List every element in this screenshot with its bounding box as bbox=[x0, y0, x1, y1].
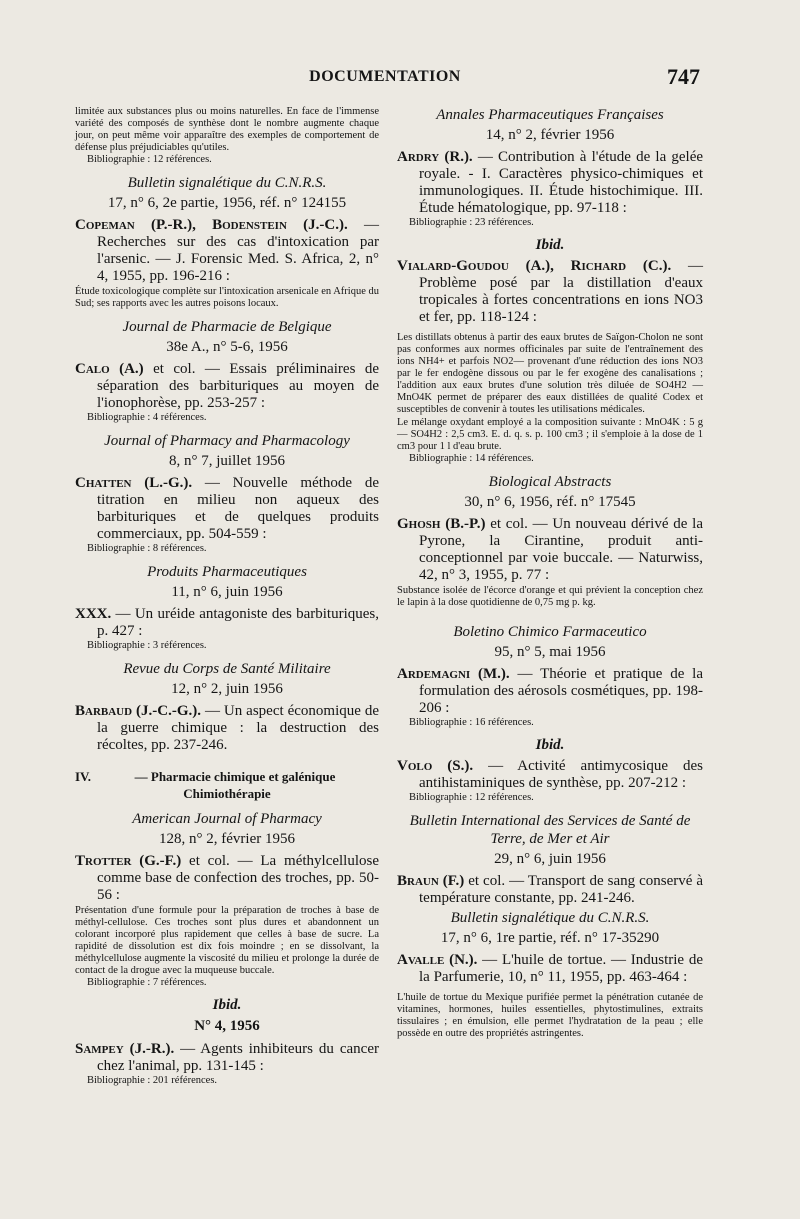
issue-number: N° 4, 1956 bbox=[194, 1018, 260, 1034]
ibid-heading: Ibid. bbox=[535, 737, 565, 753]
section-number: IV. bbox=[75, 769, 92, 784]
citation-text: — Un uréide antagoniste des barbituriques, p. 427 : bbox=[97, 606, 380, 639]
citation-text: et col. — Transport de sang conservé à température constante, pp. 241-246. bbox=[419, 873, 704, 906]
journal-title: Bulletin International des Services de Santé de Terre, de Mer et Air bbox=[409, 813, 691, 847]
citation-author: Vialard-Goudou (A.), Richard (C.). bbox=[397, 258, 672, 274]
page-header bbox=[70, 64, 700, 90]
citation-entry bbox=[397, 516, 703, 584]
citation-author: Ardemagni (M.). bbox=[397, 666, 510, 682]
journal-issue: 17, n° 6, 2e partie, 1956, réf. n° 124155 bbox=[107, 195, 347, 211]
citation-abstract: Substance isolée de l'écorce d'orange et qui prévient la conception chez le lapin à la dose quotidienne de 0,75 mg p. kg. bbox=[397, 585, 703, 608]
citation-author: Braun (F.) bbox=[397, 873, 465, 889]
bibliography-note: Bibliographie : 7 références. bbox=[87, 977, 207, 988]
citation-text: — L'huile de tortue. — Industrie de la Parfumerie, 10, n° 11, 1955, pp. 463-464 : bbox=[419, 952, 703, 985]
section-heading bbox=[75, 768, 379, 802]
citation-abstract: Présentation d'une formule pour la préparation de troches à base de méthyl-cellulose. Ces troches sont plus dures et abandonnent un colorant incorporé plus rapidement que celles à base de sucre. La rapidité de dissolution est dix fois moindre ; en se dissolvant, la méthylcellulose augmente la viscosité du milieu et prolonge la durée de contact de la drogue avec la muqueuse buccale. bbox=[75, 905, 379, 976]
citation-text: et col. — La méthylcellulose comme base de confection des troches, pp. 50-56 : bbox=[97, 853, 380, 903]
citation-author: Volo (S.). bbox=[397, 758, 474, 774]
journal-title: Biological Abstracts bbox=[488, 474, 612, 490]
journal-issue: 38e A., n° 5-6, 1956 bbox=[166, 339, 288, 355]
citation-text: — Contribution à l'étude de la gelée royale. - I. Caractères physico-chimiques et immunologiques. II. Étude histochimique. III. Étude hématologique, pp. 97-118 : bbox=[419, 149, 704, 216]
journal-issue: 14, n° 2, février 1956 bbox=[485, 127, 615, 143]
continuation-abstract: limitée aux substances plus ou moins naturelles. En face de l'immense variété des composés de synthèse dont le nombre augmente chaque jour, on peut même voir apparaître des exemples de comportement de défense plus préjudiciables qu'utiles. bbox=[75, 106, 379, 153]
citation-text: et col. — Essais préliminaires de séparation des barbituriques au moyen de l'ionophorèse, pp. 253-257 : bbox=[97, 361, 379, 411]
citation-entry bbox=[75, 606, 379, 640]
citation-entry bbox=[75, 853, 379, 904]
citation-text: — Activité antimycosique des antihistaminiques de synthèse, pp. 207-212 : bbox=[419, 758, 704, 791]
citation-author: Ghosh (B.-P.) bbox=[397, 516, 486, 532]
journal-title: Bulletin signalétique du C.N.R.S. bbox=[127, 175, 327, 191]
journal-title: Produits Pharmaceutiques bbox=[147, 564, 307, 580]
citation-entry bbox=[75, 217, 379, 285]
citation-text: — Nouvelle méthode de titration en milieu non aqueux des barbituriques et de quelques produits commerciaux, pp. 504-559 : bbox=[97, 475, 380, 542]
citation-text: — Un aspect économique de la guerre chimique : la destruction des récoltes, pp. 237-246. bbox=[97, 703, 380, 753]
left-column bbox=[75, 106, 379, 1093]
journal-issue: 8, n° 7, juillet 1956 bbox=[169, 453, 285, 469]
citation-entry bbox=[397, 952, 703, 986]
citation-entry bbox=[397, 149, 703, 217]
citation-abstract: Étude toxicologique complète sur l'intoxication arsenicale en Afrique du Sud; ses rapports avec les autres poisons locaux. bbox=[75, 286, 379, 309]
citation-author: Trotter (G.-F.) bbox=[75, 853, 182, 869]
bibliography-note: Bibliographie : 201 références. bbox=[87, 1075, 218, 1086]
citation-abstract: Le mélange oxydant employé a la composition suivante : MnO4K : 5 g — SO4H2 : 2,5 cm3. E. d. q. s. p. 100 cm3 ; il s'emploie à la dose de 1 cm3 pour 1 l d'eau brute. bbox=[397, 417, 703, 452]
citation-author: Calo (A.) bbox=[75, 361, 144, 377]
citation-entry bbox=[75, 361, 379, 412]
citation-author: Barbaud (J.-C.-G.). bbox=[75, 703, 201, 719]
journal-issue: 11, n° 6, juin 1956 bbox=[171, 584, 283, 600]
right-column bbox=[397, 106, 703, 1040]
citation-text: — Problème posé par la distillation d'eaux tropicales à fortes concentrations en ions NO3 et fer, pp. 118-124 : bbox=[419, 258, 703, 325]
citation-entry bbox=[75, 703, 379, 754]
journal-issue: 95, n° 5, mai 1956 bbox=[494, 644, 606, 660]
bibliography-note: Bibliographie : 12 références. bbox=[409, 792, 534, 803]
bibliography-note: Bibliographie : 14 références. bbox=[409, 453, 534, 464]
citation-entry bbox=[397, 258, 703, 326]
bibliography-note: Bibliographie : 4 références. bbox=[87, 412, 207, 423]
citation-entry bbox=[397, 666, 703, 717]
bibliography-note: Bibliographie : 23 références. bbox=[409, 217, 534, 228]
bibliography-note: Bibliographie : 3 références. bbox=[87, 640, 207, 651]
citation-entry bbox=[75, 1041, 379, 1075]
citation-author: Chatten (L.-G.). bbox=[75, 475, 193, 491]
citation-text: — Recherches sur des cas d'intoxication par l'arsenic. — J. Forensic Med. S. Africa, 2, n° 4, 1955, pp. 196-216 : bbox=[97, 217, 379, 284]
section-title: — Pharmacie chimique et galénique bbox=[134, 769, 336, 784]
citation-author: Sampey (J.-R.). bbox=[75, 1041, 175, 1057]
bibliography-note: Bibliographie : 8 références. bbox=[87, 543, 207, 554]
citation-abstract: Les distillats obtenus à partir des eaux brutes de Saïgon-Cholon ne sont pas conformes aux normes officinales par suite de l'entraînement des ions NH4+ et parfois NO2— provenant d'une réduction des ions NO3 par le fer endogène dissous ou par le fer exogène des canalisations ; l'addition aux eaux brutes d'une solution très diluée de SO4H2 — MnO4K permet de préparer des eaux distillées de qualité Codex et susceptibles de convenir à toutes les utilisations médicales. bbox=[397, 332, 703, 415]
citation-entry bbox=[397, 758, 703, 792]
citation-entry bbox=[75, 475, 379, 543]
journal-title: Boletino Chimico Farmaceutico bbox=[453, 624, 647, 640]
citation-text: — Théorie et pratique de la formulation des aérosols cosmétiques, pp. 198-206 : bbox=[419, 666, 704, 716]
citation-author: Avalle (N.). bbox=[397, 952, 478, 968]
journal-title: Journal de Pharmacie de Belgique bbox=[122, 319, 332, 335]
running-title: DOCUMENTATION bbox=[309, 68, 461, 85]
journal-title: Bulletin signalétique du C.N.R.S. bbox=[450, 910, 650, 926]
citation-entry bbox=[397, 873, 703, 907]
citation-abstract: L'huile de tortue du Mexique purifiée permet la pénétration cutanée de vitamines, hormones, huiles essentielles, phytostimulines, extraits tissulaires ; en émulsion, elle permet l'hydratation de la peau ; elle possède en outre des propriétés astringentes. bbox=[397, 992, 703, 1039]
journal-title: American Journal of Pharmacy bbox=[132, 811, 322, 827]
bibliography-note: Bibliographie : 12 références. bbox=[87, 154, 212, 165]
journal-issue: 128, n° 2, février 1956 bbox=[159, 831, 295, 847]
journal-title: Revue du Corps de Santé Militaire bbox=[123, 661, 331, 677]
section-subtitle: Chimiothérapie bbox=[183, 786, 271, 801]
citation-text: — Agents inhibiteurs du cancer chez l'animal, pp. 131-145 : bbox=[97, 1041, 379, 1074]
page-number: 747 bbox=[667, 64, 700, 89]
journal-issue: 30, n° 6, 1956, réf. n° 17545 bbox=[464, 494, 636, 510]
bibliography-note: Bibliographie : 16 références. bbox=[409, 717, 534, 728]
journal-title: Journal of Pharmacy and Pharmacology bbox=[104, 433, 350, 449]
journal-issue: 12, n° 2, juin 1956 bbox=[171, 681, 283, 697]
citation-author: XXX. bbox=[75, 606, 112, 622]
citation-author: Ardry (R.). bbox=[397, 149, 473, 165]
journal-title: Annales Pharmaceutiques Françaises bbox=[436, 107, 664, 123]
journal-issue: 17, n° 6, 1re partie, réf. n° 17-35290 bbox=[440, 930, 660, 946]
ibid-heading: Ibid. bbox=[535, 237, 565, 253]
citation-text: et col. — Un nouveau dérivé de la Pyrone, la Cirantine, produit anti-conceptionnel par voie buccale. — Naturwiss, 42, n° 3, 1955, p. 77 : bbox=[419, 516, 703, 583]
ibid-heading: Ibid. bbox=[212, 997, 242, 1013]
citation-author: Copeman (P.-R.), Bodenstein (J.-C.). bbox=[75, 217, 348, 233]
journal-issue: 29, n° 6, juin 1956 bbox=[494, 851, 606, 867]
